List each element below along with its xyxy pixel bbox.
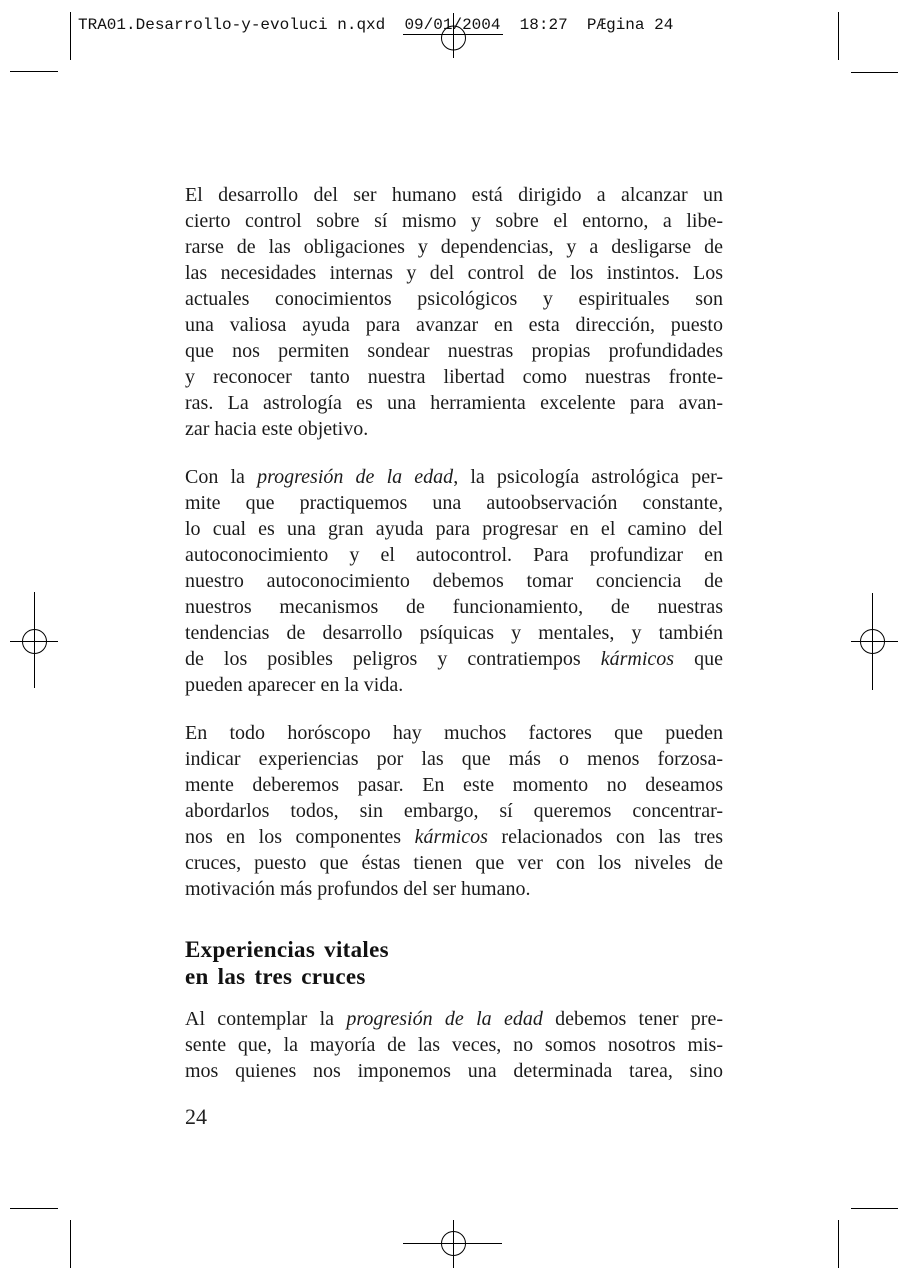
registration-mark-right	[851, 593, 898, 690]
paragraph-line	[185, 720, 723, 746]
paragraph-line	[185, 850, 723, 876]
body-text: de los posibles peligros y contratiempos	[185, 648, 601, 670]
header-slug: TRA01.Desarrollo-y-evoluci n.qxd 09/01/2004 18:27 PÆgina 24	[78, 16, 674, 34]
italic-text: kármicos	[600, 648, 675, 670]
registration-mark-left	[10, 592, 58, 688]
italic-text: progresión de la edad	[346, 1008, 543, 1030]
paragraph	[185, 464, 723, 698]
page-number: 24	[185, 1104, 207, 1129]
body-text: que	[674, 648, 723, 670]
body-text: mite que practiquemos una autoobservación constante,	[185, 492, 723, 514]
body-text: debemos tener pre-	[542, 1008, 723, 1030]
paragraph	[185, 720, 723, 902]
body-text: mente deberemos pasar. En este momento no deseamos	[185, 774, 723, 796]
paragraph-line	[185, 542, 723, 568]
body-text: autoconocimiento y el autocontrol. Para profundizar en	[185, 544, 723, 566]
italic-text: kármicos	[414, 826, 488, 848]
paragraph-line	[185, 1006, 723, 1032]
body-text: indicar experiencias por las que más o menos forzosa-	[185, 748, 723, 770]
crop-mark-bottom-left	[10, 1209, 71, 1269]
paragraph-line	[185, 876, 723, 902]
paragraph-line	[185, 286, 723, 312]
paragraph-line	[185, 798, 723, 824]
paragraph-line	[185, 1058, 723, 1084]
registration-mark-bottom	[403, 1220, 502, 1268]
italic-text: progresión de la edad	[257, 466, 454, 488]
body-text: las necesidades internas y del control de los instintos. Los	[185, 262, 723, 284]
section-heading	[185, 936, 723, 990]
paragraph-line	[185, 338, 723, 364]
body-text: El desarrollo del ser humano está dirigido a alcanzar un	[185, 184, 723, 206]
paragraph-line	[185, 234, 723, 260]
paragraph-line	[185, 182, 723, 208]
paragraph-line	[185, 208, 723, 234]
body-text: cierto control sobre sí mismo y sobre el entorno, a libe-	[185, 210, 723, 232]
paragraph-line	[185, 364, 723, 390]
paragraph-line	[185, 646, 723, 672]
paragraph-line	[185, 672, 723, 698]
body-text: Al contemplar la	[185, 1008, 347, 1030]
crop-mark-bottom-right	[839, 1209, 899, 1269]
crop-mark-top-right	[839, 12, 899, 73]
paragraph-line	[185, 772, 723, 798]
body-text: una valiosa ayuda para avanzar en esta dirección, puesto	[185, 314, 723, 336]
body-text: nuestro autoconocimiento debemos tomar conciencia de	[185, 570, 723, 592]
body-text: nuestros mecanismos de funcionamiento, de nuestras	[185, 596, 723, 618]
paragraph-line	[185, 568, 723, 594]
paragraph-line	[185, 824, 723, 850]
body-text: tendencias de desarrollo psíquicas y mentales, y también	[185, 622, 723, 644]
section-heading-line: en las tres cruces	[185, 964, 366, 989]
body-text: rarse de las obligaciones y dependencias, y a desligarse de	[185, 236, 723, 258]
paragraph-line	[185, 516, 723, 542]
paragraph	[185, 1006, 723, 1084]
paragraph-line	[185, 620, 723, 646]
paragraph-line	[185, 594, 723, 620]
paragraph-line	[185, 416, 723, 442]
body-text: que nos permiten sondear nuestras propias profundidades	[185, 340, 723, 362]
body-text: nos en los componentes	[185, 826, 415, 848]
body-text: mos quienes nos imponemos una determinada tarea, sino	[185, 1060, 723, 1082]
body-text: relacionados con las tres	[487, 826, 723, 848]
text-column	[185, 182, 723, 1106]
paragraph-line	[185, 490, 723, 516]
body-text: actuales conocimientos psicológicos y espirituales son	[185, 288, 723, 310]
body-text: zar hacia este objetivo.	[185, 418, 369, 440]
paragraph-line	[185, 312, 723, 338]
body-text: pueden aparecer en la vida.	[185, 674, 404, 696]
body-text: , la psicología astrológica per-	[453, 466, 724, 488]
paragraph-line	[185, 260, 723, 286]
body-text: sente que, la mayoría de las veces, no somos nosotros mis-	[185, 1034, 723, 1056]
crop-mark-top-left	[10, 12, 71, 72]
section-heading-line: Experiencias vitales	[185, 937, 389, 962]
paragraph-line	[185, 390, 723, 416]
paragraph	[185, 182, 723, 442]
body-text: Con la	[185, 466, 258, 488]
body-text: lo cual es una gran ayuda para progresar en el camino del	[185, 518, 723, 540]
body-text: ras. La astrología es una herramienta excelente para avan-	[185, 392, 723, 414]
body-text: motivación más profundos del ser humano.	[185, 878, 531, 900]
body-text: y reconocer tanto nuestra libertad como nuestras fronte-	[185, 366, 723, 388]
body-text: cruces, puesto que éstas tienen que ver con los niveles de	[185, 852, 723, 874]
paragraph-line	[185, 746, 723, 772]
body-text: abordarlos todos, sin embargo, sí queremos concentrar-	[185, 800, 723, 822]
paragraph-line	[185, 464, 723, 490]
paragraph-line	[185, 1032, 723, 1058]
body-text: En todo horóscopo hay muchos factores que pueden	[185, 722, 723, 744]
